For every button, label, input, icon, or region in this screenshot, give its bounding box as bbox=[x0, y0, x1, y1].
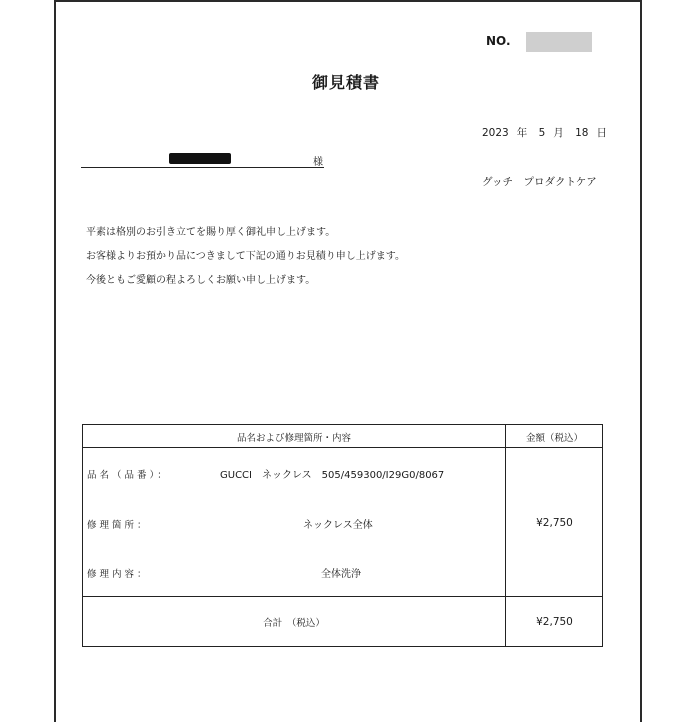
table-header-divider bbox=[83, 447, 602, 448]
date-day-unit: 日 bbox=[596, 127, 607, 139]
repair-location-value: ネックレス全体 bbox=[303, 520, 373, 531]
header-description: 品名および修理箇所・内容 bbox=[236, 433, 351, 444]
total-label: 合計 （税込） bbox=[263, 618, 325, 629]
date-month-unit: 月 bbox=[553, 127, 564, 139]
date-year: 2023 bbox=[482, 127, 509, 139]
greeting-line-2: お客様よりお預かり品につきまして下記の通りお見積り申し上げます。 bbox=[86, 251, 405, 262]
recipient-name-redacted bbox=[169, 153, 231, 164]
recipient-underline bbox=[81, 167, 324, 168]
date-day: 18 bbox=[575, 127, 589, 139]
greeting-line-3: 今後ともご愛顧の程よろしくお願い申し上げます。 bbox=[86, 275, 316, 286]
greeting-line-1: 平素は格別のお引き立てを賜り厚く御礼申し上げます。 bbox=[86, 227, 336, 238]
document-title: 御見積書 bbox=[312, 73, 381, 92]
header-amount: 金額（税込） bbox=[525, 433, 583, 444]
recipient-honorific: 様 bbox=[313, 157, 323, 168]
date-year-unit: 年 bbox=[516, 127, 528, 139]
repair-location-label: 修理箇所： bbox=[87, 520, 150, 531]
issue-date bbox=[482, 125, 615, 140]
repair-content-label: 修理内容： bbox=[87, 569, 150, 580]
item-name-value: GUCCI ネックレス 505/459300/I29G0/8067 bbox=[220, 470, 445, 481]
item-name-label: 品名（品番）： bbox=[87, 470, 170, 481]
table-total-divider bbox=[83, 596, 602, 597]
repair-content-value: 全体洗浄 bbox=[321, 569, 361, 580]
document-number-redacted bbox=[526, 32, 592, 52]
document-number-label: NO. bbox=[486, 34, 511, 48]
estimate-document bbox=[54, 0, 642, 722]
date-month: 5 bbox=[538, 127, 546, 139]
table-divider-vertical bbox=[505, 425, 506, 646]
issuer-name: グッチ プロダクトケア bbox=[482, 176, 597, 188]
estimate-table bbox=[82, 424, 603, 647]
item-amount: ¥2,750 bbox=[536, 517, 573, 529]
total-amount: ¥2,750 bbox=[536, 616, 573, 628]
